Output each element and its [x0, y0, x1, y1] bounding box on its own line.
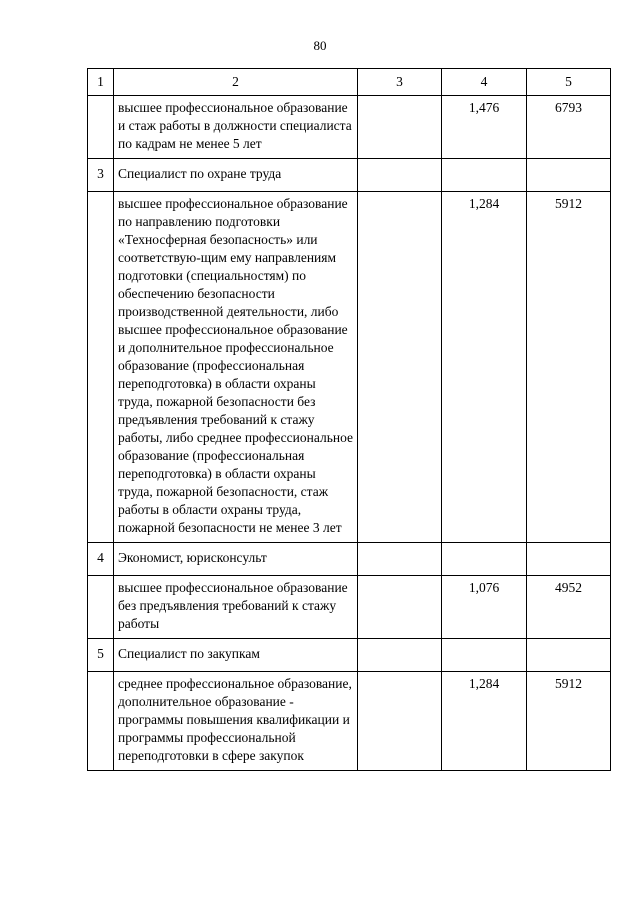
table-row [88, 576, 611, 639]
coefficient-cell: 1,476 [442, 96, 527, 159]
qualification-table [87, 68, 611, 771]
coefficient-cell [442, 639, 527, 672]
salary-cell: 4952 [527, 576, 611, 639]
table-row [88, 96, 611, 159]
requirement-text-cell: высшее профессиональное образование и стаж работы в должности специалиста по кадрам не менее 5 лет [114, 96, 358, 159]
row-number-cell: 3 [88, 159, 114, 192]
salary-cell: 5912 [527, 192, 611, 543]
row-number-cell: 4 [88, 543, 114, 576]
row-number-cell [88, 672, 114, 771]
header-cell-1: 1 [88, 69, 114, 96]
column-3-cell [358, 576, 442, 639]
header-cell-2: 2 [114, 69, 358, 96]
salary-cell [527, 639, 611, 672]
row-number-cell: 5 [88, 639, 114, 672]
table-row [88, 192, 611, 543]
header-cell-4: 4 [442, 69, 527, 96]
table-row [88, 639, 611, 672]
row-number-cell [88, 96, 114, 159]
requirement-text-cell: среднее профессиональное образование, дополнительное образование - программы повышения квалификации и программы профессиональной переподготовки в сфере закупок [114, 672, 358, 771]
requirement-text-cell: высшее профессиональное образование без предъявления требований к стажу работы [114, 576, 358, 639]
page-number: 80 [313, 38, 327, 53]
salary-cell [527, 159, 611, 192]
column-3-cell [358, 159, 442, 192]
column-3-cell [358, 672, 442, 771]
table-row [88, 159, 611, 192]
column-3-cell [358, 192, 442, 543]
row-number-cell [88, 192, 114, 543]
column-3-cell [358, 639, 442, 672]
position-title-cell: Специалист по охране труда [114, 159, 358, 192]
column-3-cell [358, 96, 442, 159]
position-title-cell: Экономист, юрисконсульт [114, 543, 358, 576]
header-cell-5: 5 [527, 69, 611, 96]
header-cell-3: 3 [358, 69, 442, 96]
table-row [88, 672, 611, 771]
requirement-text-cell: высшее профессиональное образование по направлению подготовки «Техносферная безопасность» или соответствую-щим ему направлениям подготовки (специальностям) по обеспечению безопасности производственной деятельности, либо высшее профессиональное образование и дополнительное профессиональное образование (профессиональная переподготовка) в области охраны труда, пожарной безопасности без предъявления требований к стажу работы, либо среднее профессиональное образование (профессиональная переподготовка) в области охраны труда, пожарной безопасности, стаж работы в области охраны труда, пожарной безопасности не менее 3 лет [114, 192, 358, 543]
coefficient-cell: 1,076 [442, 576, 527, 639]
position-title-cell: Специалист по закупкам [114, 639, 358, 672]
salary-cell: 6793 [527, 96, 611, 159]
salary-cell [527, 543, 611, 576]
table-header-row [88, 69, 611, 96]
coefficient-cell [442, 159, 527, 192]
salary-cell: 5912 [527, 672, 611, 771]
coefficient-cell: 1,284 [442, 192, 527, 543]
coefficient-cell: 1,284 [442, 672, 527, 771]
row-number-cell [88, 576, 114, 639]
coefficient-cell [442, 543, 527, 576]
table-row [88, 543, 611, 576]
column-3-cell [358, 543, 442, 576]
